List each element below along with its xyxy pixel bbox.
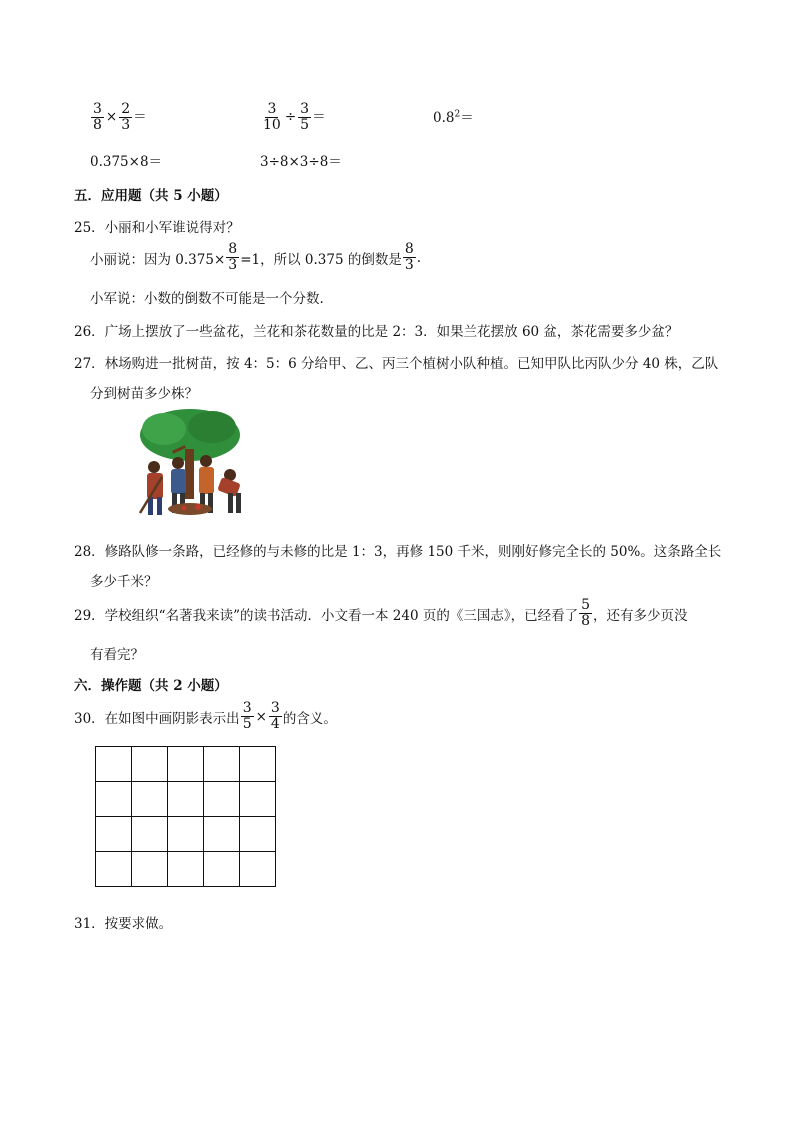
grid-cell[interactable] — [204, 852, 240, 887]
grid-cell[interactable] — [204, 747, 240, 782]
question-28-line1: 28．修路队修一条路，已经修的与未修的比是 1：3，再修 150 千米，则刚好修完全长的 50%。这条路全长 — [74, 544, 722, 560]
question-28-line2: 多少千米？ — [90, 574, 158, 590]
fraction: $\frac{8}{3}$ — [404, 241, 414, 273]
grid-row — [96, 817, 276, 852]
fraction: $\frac{5}{8}$ — [581, 597, 591, 629]
xiaojun-statement: 小军说：小数的倒数不可能是一个分数. — [90, 291, 324, 307]
grid-cell[interactable] — [96, 852, 132, 887]
grid-cell[interactable] — [96, 782, 132, 817]
question-30: 30．在如图中画阴影表示出 $\frac{3}{5}$ × $\frac{3}{4}$ 的含义。 — [74, 700, 337, 732]
grid-cell[interactable] — [204, 782, 240, 817]
grid-cell[interactable] — [168, 782, 204, 817]
question-31: 31．按要求做。 — [74, 916, 173, 932]
grid-cell[interactable] — [240, 747, 276, 782]
grid-cell[interactable] — [132, 817, 168, 852]
grid-row — [96, 747, 276, 782]
grid-cell[interactable] — [240, 782, 276, 817]
grid-cell[interactable] — [168, 852, 204, 887]
section-title: 六．操作题（共 2 小题） — [74, 678, 228, 694]
grid-cell[interactable] — [96, 747, 132, 782]
fraction: $\frac{3}{10}$ — [263, 101, 281, 133]
grid-cell[interactable] — [168, 747, 204, 782]
calc-item-4: 0.375×8＝ — [90, 154, 163, 170]
fraction: $\frac{3}{5}$ — [242, 700, 252, 732]
grid-cell[interactable] — [132, 782, 168, 817]
calc-item-1: $\frac{3}{8}$ × $\frac{2}{3}$ ＝ — [93, 101, 147, 133]
grid-row — [96, 852, 276, 887]
grid-cell[interactable] — [96, 817, 132, 852]
question-27-line2: 分到树苗多少株？ — [90, 386, 198, 402]
question-25: 25．小丽和小军谁说得对？ — [74, 220, 240, 236]
grid-cell[interactable] — [132, 852, 168, 887]
fraction: $\frac{3}{5}$ — [300, 101, 310, 133]
tree-planting-illustration — [126, 405, 252, 523]
grid-cell[interactable] — [240, 852, 276, 887]
grid-cell[interactable] — [132, 747, 168, 782]
xiaoli-statement: 小丽说：因为 0.375× $\frac{8}{3}$ =1，所以 0.375 的倒数是 $\frac{8}{3}$ . — [90, 241, 422, 273]
fraction: $\frac{2}{3}$ — [121, 101, 131, 133]
grid-row — [96, 782, 276, 817]
calc-item-5: 3÷8×3÷8＝ — [260, 154, 342, 170]
section-title: 五．应用题（共 5 小题） — [74, 188, 228, 204]
fraction: $\frac{8}{3}$ — [228, 241, 238, 273]
grid-cell[interactable] — [168, 817, 204, 852]
fraction: $\frac{3}{8}$ — [93, 101, 102, 133]
question-29-line1: 29．学校组织“名著我来读”的读书活动．小文看一本 240 页的《三国志》，已经看了 $\frac{5}{8}$ ，还有多少页没 — [74, 597, 688, 629]
grid-cell[interactable] — [204, 817, 240, 852]
shading-grid[interactable] — [95, 746, 276, 887]
calc-item-2: $\frac{3}{10}$ ÷ $\frac{3}{5}$ ＝ — [263, 101, 326, 133]
grid-cell[interactable] — [240, 817, 276, 852]
fraction: $\frac{3}{4}$ — [270, 700, 280, 732]
question-29-line2: 有看完？ — [90, 647, 144, 663]
question-26: 26．广场上摆放了一些盆花，兰花和茶花数量的比是 2：3．如果兰花摆放 60 盆，茶花需要多少盆？ — [74, 324, 679, 340]
calc-item-3: $0.8^2=$ — [433, 109, 474, 126]
question-27-line1: 27．林场购进一批树苗，按 4：5：6 分给甲、乙、丙三个植树小队种植。已知甲队比丙队少分 40 株，乙队 — [74, 356, 719, 372]
